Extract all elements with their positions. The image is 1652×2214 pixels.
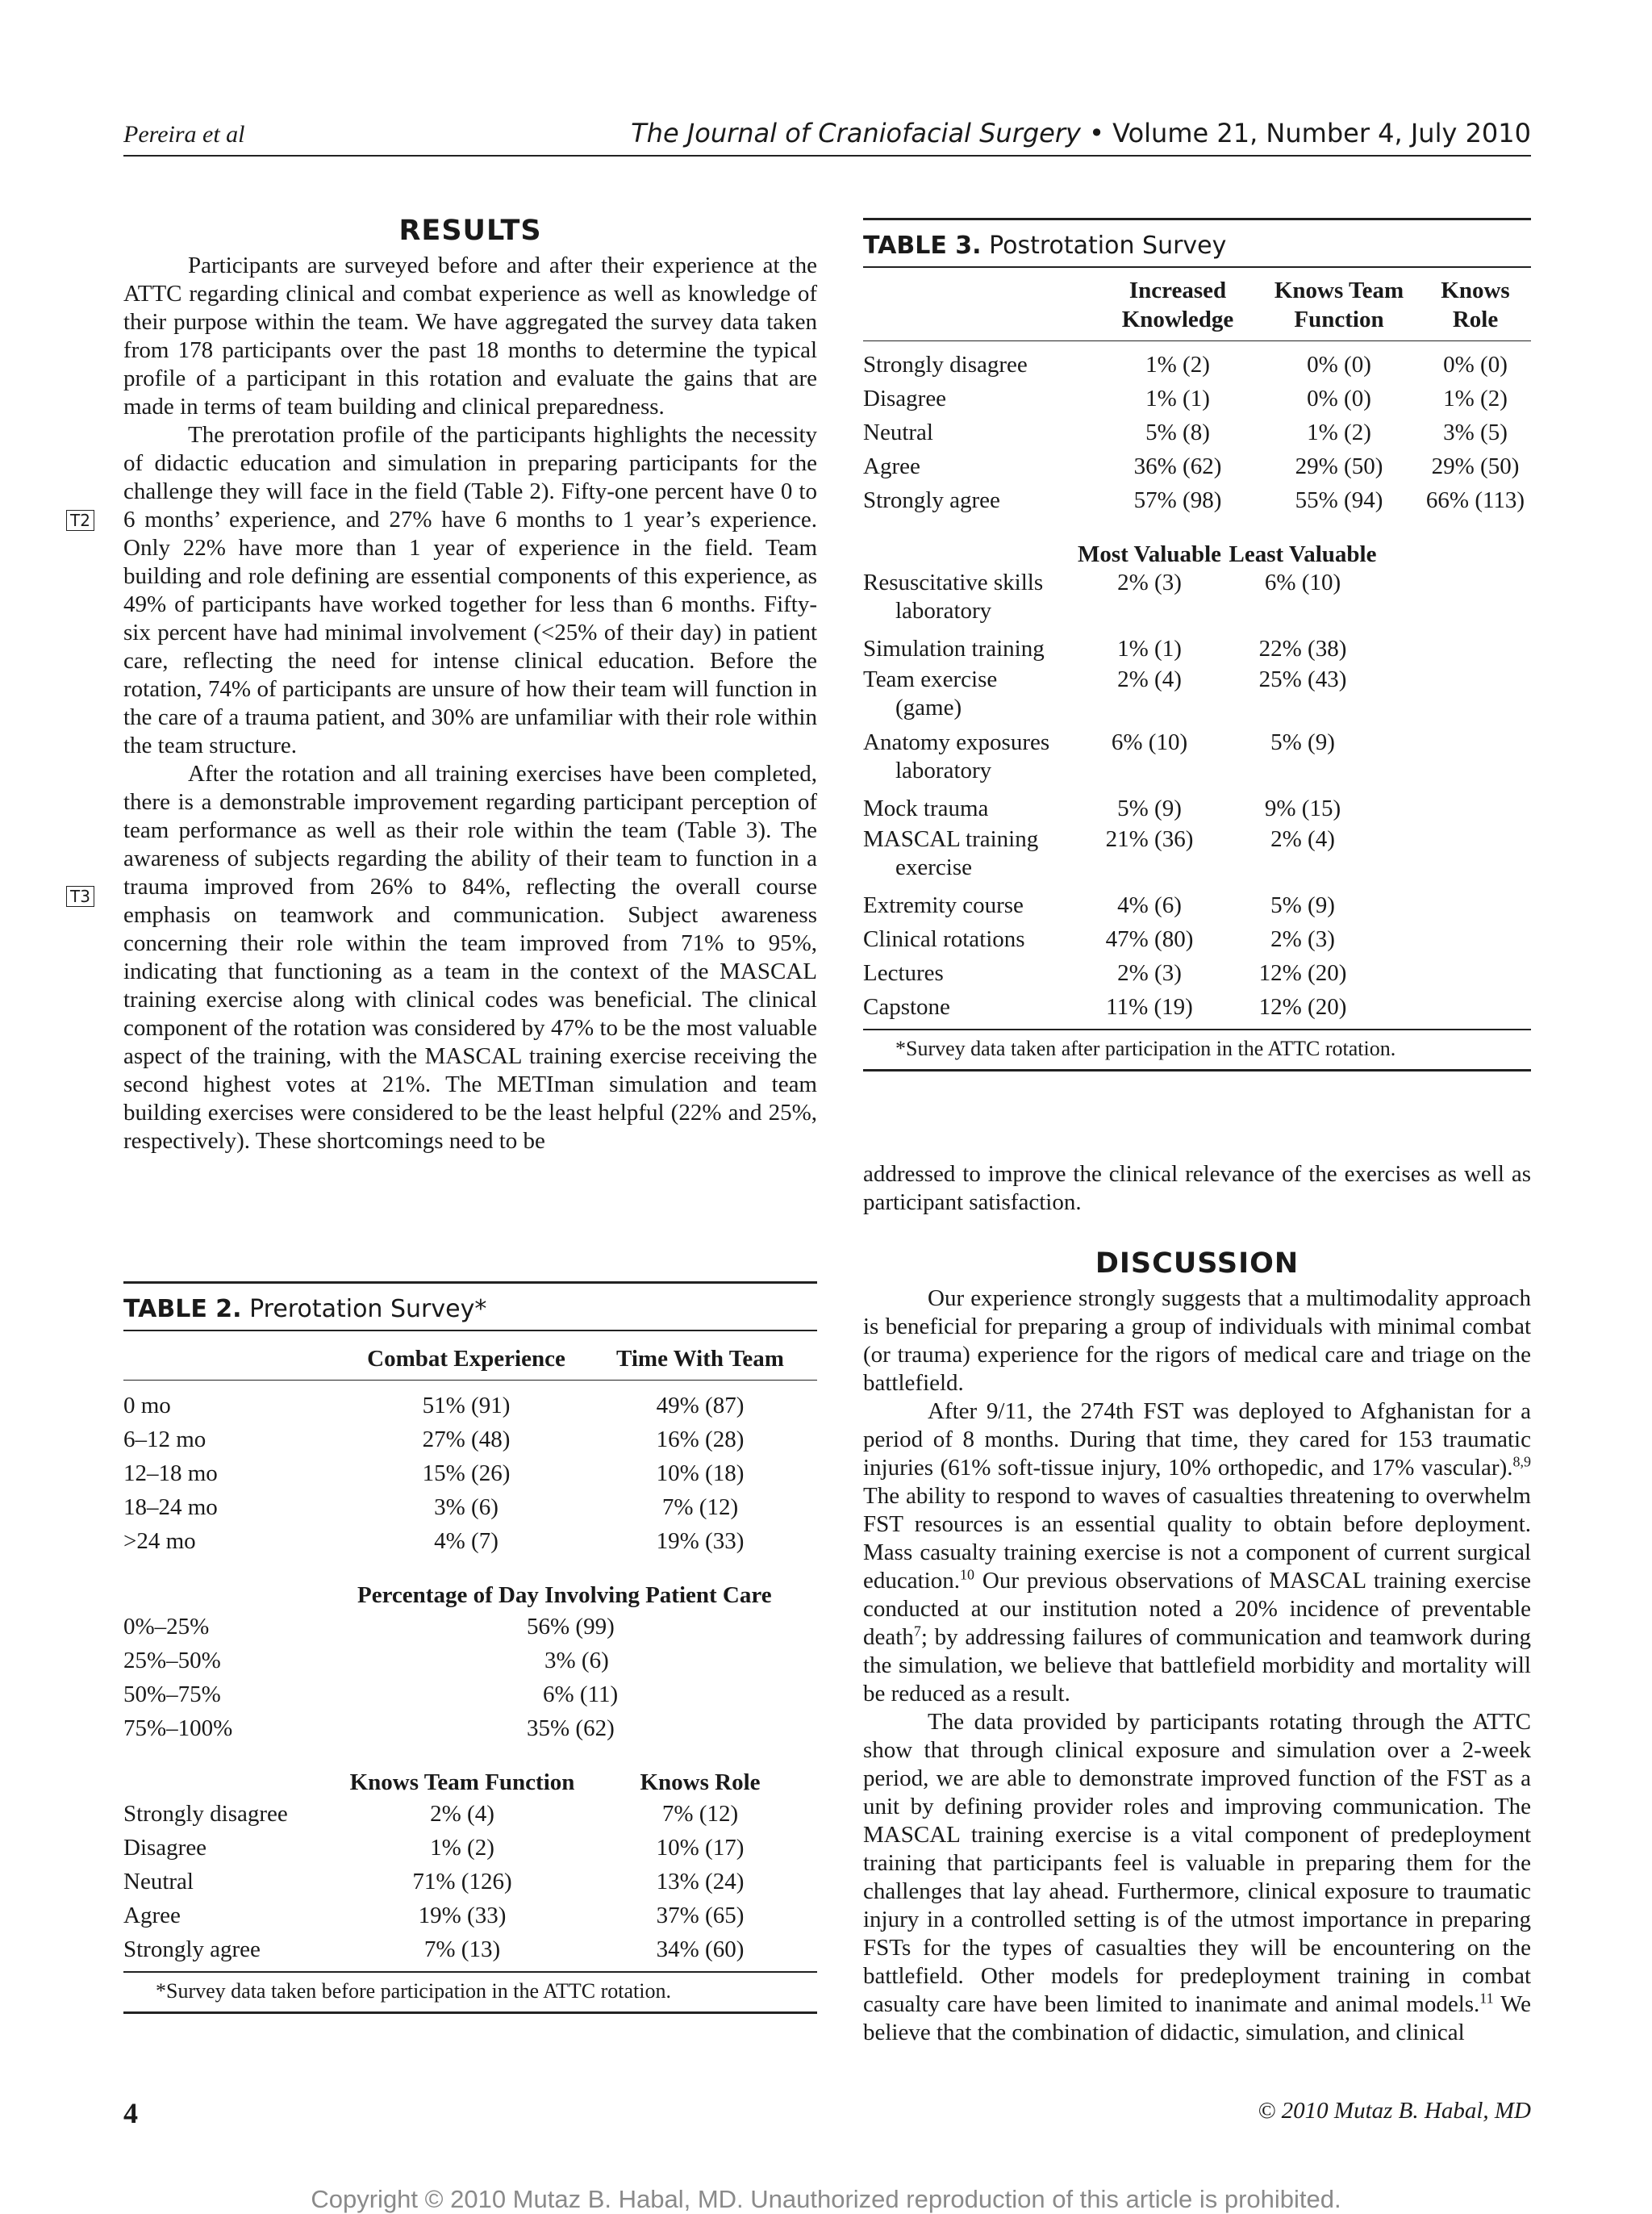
cell: 5% (9) <box>1270 729 1335 755</box>
row-label-line: MASCAL training <box>863 826 1039 852</box>
table-row <box>863 348 1531 382</box>
table-row <box>863 792 1531 825</box>
table-2-top-rule <box>123 1281 817 1284</box>
row-label: Strongly disagree <box>863 352 1028 378</box>
column-header: Most Valuable <box>1077 541 1222 567</box>
row-label: >24 mo <box>123 1528 196 1554</box>
results-body <box>123 252 817 1155</box>
row-label: Strongly disagree <box>123 1801 288 1827</box>
column-header: Knows Role <box>640 1769 761 1795</box>
cell: 25% (43) <box>1258 666 1347 692</box>
cell: 56% (99) <box>527 1614 615 1640</box>
column-header: Knows Role <box>1441 277 1510 332</box>
text-run: Our previous observations of MASCAL training exercise conducted at our institution noted a 20% incidence of preventable death <box>863 1568 1531 1650</box>
results-continuation <box>863 1160 1531 1217</box>
table-row <box>863 888 1531 922</box>
table-row <box>123 1610 817 1644</box>
cell: 1% (2) <box>1307 420 1371 445</box>
cell: 29% (50) <box>1295 453 1383 479</box>
cell: 2% (4) <box>1117 666 1182 692</box>
row-label: 12–18 mo <box>123 1460 218 1486</box>
page-number: 4 <box>123 2097 138 2129</box>
row-label: Mock trauma <box>863 796 989 821</box>
results-paragraph-2: The prerotation profile of the participants highlights the necessity of didactic education and simulation in preparing participants for the challenge they will face in the field (Table 2). Fifty-one percent have 0 to 6 months’ experience, and 27% have 6 months to 1 year’s experience. Only 22% have more than 1 year of experience in the field. Team building and role defining are essential components of this experience, as 49% of participants have worked together for less than 6 months. Fifty-six percent have had minimal involvement (<25% of their day) in patient care, reflecting the need for intense clinical education. Before the rotation, 74% of participants are unsure of how their team will function in the care of a trauma patient, and 30% are unfamiliar with their role within the team structure. <box>123 422 817 758</box>
text-run: ; by addressing failures of communication and teamwork during the simulation, we believe that battlefield morbidity and mortality will be reduced as a result. <box>863 1624 1531 1706</box>
row-label: Extremity course <box>863 892 1024 918</box>
cell: 12% (20) <box>1258 994 1347 1020</box>
row-label: Disagree <box>123 1835 207 1861</box>
row-label: 0%–25% <box>123 1614 210 1640</box>
table-row <box>863 569 1531 632</box>
table-row <box>123 1490 817 1524</box>
table-row <box>863 990 1531 1024</box>
table-row <box>123 1524 817 1558</box>
table-row <box>123 1711 817 1745</box>
table-3-body-1 <box>863 348 1531 517</box>
table-2-footnote: *Survey data taken before participation in the ATTC rotation. <box>156 1978 671 2003</box>
cell: 0% (0) <box>1307 386 1371 411</box>
cell: 19% (33) <box>418 1903 507 1928</box>
cell: 21% (36) <box>1105 826 1194 852</box>
cell: 1% (2) <box>430 1835 494 1861</box>
column-header: Percentage of Day Involving Patient Care <box>357 1582 772 1608</box>
text-run: The data provided by participants rotating through the ATTC show that through clinical exposure and simulation over a 2-week period, we are able to demonstrate improved function of the FST as a unit by defining provider roles and improving communication. The MASCAL training exercise is a vital component of predeployment training that participants feel is valuable in preparing them for the challenges that lay ahead. Furthermore, clinical exposure to traumatic injury in a controlled setting is of the utmost importance in preparing FSTs for the types of casualties they will be encountering on the battlefield. Other models for predeployment training in combat casualty care have been limited to inanimate and animal models. <box>863 1709 1531 2017</box>
cell: 16% (28) <box>656 1427 745 1452</box>
table-3 <box>863 218 1531 1071</box>
table-row <box>123 1422 817 1456</box>
table-3-header-rule <box>863 340 1531 342</box>
row-label: Agree <box>863 453 920 479</box>
journal-citation <box>631 118 1531 148</box>
citation: 11 <box>1479 1990 1494 2007</box>
row-label: Capstone <box>863 994 950 1020</box>
table-3-caption <box>863 232 1531 260</box>
cell: 47% (80) <box>1105 926 1194 952</box>
table-2-caption-rule <box>123 1330 817 1331</box>
discussion-paragraph-1: Our experience strongly suggests that a multimodality approach is beneficial for preparing a group of individuals with minimal combat (or trauma) experience for the rigors of medical care and triage on the battlefield. <box>863 1285 1531 1396</box>
table-2-header-rule <box>123 1380 817 1381</box>
cell: 3% (6) <box>434 1494 499 1520</box>
table-3-title: Postrotation Survey <box>989 232 1227 260</box>
row-label: 18–24 mo <box>123 1494 218 1520</box>
row-label-line: laboratory <box>895 598 992 624</box>
column-header: Knows Team Function <box>1274 277 1404 332</box>
citation: 10 <box>959 1566 974 1583</box>
table-row <box>123 1797 817 1831</box>
table-2-body-rule <box>123 1971 817 1973</box>
cell: 10% (18) <box>656 1460 745 1486</box>
cell: 27% (48) <box>422 1427 511 1452</box>
discussion-paragraph-2 <box>863 1397 1531 1708</box>
table-3-top-rule <box>863 218 1531 220</box>
cell: 7% (13) <box>423 1936 501 1962</box>
column-header: Knows Team Function <box>349 1769 575 1795</box>
table-3-body-2 <box>863 540 1531 1024</box>
table-2-body-2 <box>123 1581 817 1745</box>
table-row <box>863 276 1531 334</box>
cell: 6% (11) <box>543 1681 619 1707</box>
row-label: Neutral <box>123 1869 194 1894</box>
row-label <box>863 666 1073 729</box>
header-rule <box>123 155 1531 157</box>
cell: 5% (8) <box>1145 420 1210 445</box>
cell: 1% (2) <box>1145 352 1210 378</box>
cell: 11% (19) <box>1106 994 1193 1020</box>
table-2-caption <box>123 1295 817 1323</box>
table-row <box>863 382 1531 416</box>
citation: 7 <box>913 1623 921 1640</box>
row-label: Strongly agree <box>863 487 1000 513</box>
cell: 4% (6) <box>1117 892 1182 918</box>
cell: 7% (12) <box>661 1494 739 1520</box>
cell: 36% (62) <box>1133 453 1222 479</box>
table-row <box>863 666 1531 729</box>
table-row <box>863 449 1531 483</box>
cell: 1% (2) <box>1443 386 1508 411</box>
table-3-footnote: *Survey data taken after participation in the ATTC rotation. <box>895 1036 1396 1060</box>
table-3-label: TABLE 3. <box>863 232 982 260</box>
table-row <box>863 540 1531 569</box>
text-run: The ability to respond to waves of casualties threatening to overwhelm FST resources is an essential quality to obtain before deployment. Mass casualty training exercise is not a component of current surgical education. <box>863 1483 1531 1594</box>
cell: 71% (126) <box>412 1869 512 1894</box>
table-3-header <box>863 276 1531 334</box>
cell: 0% (0) <box>1307 352 1371 378</box>
cell: 34% (60) <box>656 1936 745 1962</box>
cell: 5% (9) <box>1270 892 1335 918</box>
row-label: Strongly agree <box>123 1936 261 1962</box>
table-row <box>123 1932 817 1966</box>
cell: 2% (3) <box>1270 926 1335 952</box>
text-run: After 9/11, the 274th FST was deployed to Afghanistan for a period of 8 months. During that time, they cared for 153 traumatic injuries (61% soft-tissue injury, 10% orthopedic, and 17% vascular). <box>863 1398 1531 1481</box>
row-label: 25%–50% <box>123 1648 221 1673</box>
copyright-notice: © 2010 Mutaz B. Habal, MD <box>1258 2098 1531 2124</box>
row-label: 6–12 mo <box>123 1427 206 1452</box>
table-2-body-1 <box>123 1389 817 1558</box>
table-3-bottom-rule <box>863 1069 1531 1071</box>
row-label: Disagree <box>863 386 947 411</box>
journal-issue: Volume 21, Number 4, July 2010 <box>1112 118 1531 148</box>
cell: 12% (20) <box>1258 960 1347 986</box>
cell: 5% (9) <box>1117 796 1182 821</box>
row-label: 50%–75% <box>123 1681 221 1707</box>
cell: 51% (91) <box>422 1393 511 1418</box>
table-row <box>123 1865 817 1899</box>
cell: 13% (24) <box>656 1869 745 1894</box>
row-label: Simulation training <box>863 636 1045 662</box>
table-2-label: TABLE 2. <box>123 1295 242 1323</box>
cell: 6% (10) <box>1264 570 1341 595</box>
cell: 15% (26) <box>422 1460 511 1486</box>
row-label: 0 mo <box>123 1393 171 1418</box>
cell: 66% (113) <box>1425 487 1525 513</box>
table-3-caption-rule <box>863 266 1531 268</box>
row-label-line: Resuscitative skills <box>863 570 1044 595</box>
results-paragraph-1: Participants are surveyed before and after their experience at the ATTC regarding clinical and combat experience as well as knowledge of their purpose within the team. We have aggregated the survey data taken from 178 participants over the past 18 months to determine the typical profile of a participant in this rotation and evaluate the gains that are made in terms of team building and clinical preparedness. <box>123 253 817 420</box>
cell: 55% (94) <box>1295 487 1383 513</box>
table-2 <box>123 1281 817 2014</box>
discussion-paragraph-3 <box>863 1708 1531 2047</box>
column-header: Increased Knowledge <box>1121 277 1234 332</box>
cell: 35% (62) <box>527 1715 615 1741</box>
cell: 2% (3) <box>1117 570 1182 595</box>
cell: 37% (65) <box>656 1903 745 1928</box>
cell: 29% (50) <box>1431 453 1520 479</box>
column-header: Least Valuable <box>1229 541 1377 567</box>
cell: 2% (4) <box>430 1801 494 1827</box>
results-heading: RESULTS <box>398 215 542 247</box>
row-label: Lectures <box>863 960 944 986</box>
row-label-line: laboratory <box>895 758 992 783</box>
table-row <box>123 1831 817 1865</box>
row-label: Agree <box>123 1903 181 1928</box>
copyright-watermark: Copyright © 2010 Mutaz B. Habal, MD. Unauthorized reproduction of this article is prohibited. <box>311 2185 1341 2213</box>
cell: 1% (1) <box>1117 636 1182 662</box>
table-2-marker: T2 <box>66 510 94 531</box>
cell: 3% (6) <box>544 1648 609 1673</box>
table-2-body-3 <box>123 1768 817 1966</box>
column-header: Combat Experience <box>367 1345 565 1372</box>
table-row <box>123 1456 817 1490</box>
table-2-title: Prerotation Survey* <box>249 1295 487 1323</box>
cell: 2% (4) <box>1270 826 1335 852</box>
cell: 9% (15) <box>1264 796 1341 821</box>
table-row <box>123 1899 817 1932</box>
column-header: Time With Team <box>616 1345 784 1372</box>
table-row <box>123 1768 817 1797</box>
table-2-bottom-rule <box>123 2011 817 2014</box>
discussion-body <box>863 1285 1531 2047</box>
table-row <box>863 632 1531 666</box>
journal-title: The Journal of Craniofacial Surgery <box>631 118 1081 148</box>
results-paragraph-3: After the rotation and all training exercises have been completed, there is a demonstrable improvement regarding participant perception of team performance as well as their role within the team (Table 3). The awareness of subjects regarding the ability of their team to function in a trauma improved from 26% to 84%, reflecting the overall course emphasis on teamwork and communication. Subject awareness concerning their role within the team improved from 71% to 95%, indicating that functioning as a team in the context of the MASCAL training exercise along with clinical codes was beneficial. The clinical component of the rotation was considered by 47% to be the most valuable aspect of the training, with the MASCAL training exercise receiving the second highest votes at 21%. The METIman simulation and team building exercises were considered to be the least helpful (22% and 25%, respectively). These shortcomings need to be <box>123 761 817 1154</box>
cell: 22% (38) <box>1258 636 1347 662</box>
cell: 49% (87) <box>656 1393 745 1418</box>
cell: 7% (12) <box>661 1801 739 1827</box>
table-row <box>863 922 1531 956</box>
table-3-body-rule <box>863 1029 1531 1030</box>
results-paragraph-3-continued: addressed to improve the clinical relevance of the exercises as well as participant satisfaction. <box>863 1161 1531 1215</box>
cell: 2% (3) <box>1117 960 1182 986</box>
row-label-line: Anatomy exposures <box>863 729 1050 755</box>
row-label: 75%–100% <box>123 1715 233 1741</box>
table-row <box>863 483 1531 517</box>
table-row <box>863 956 1531 990</box>
row-label: Clinical rotations <box>863 926 1025 952</box>
discussion-heading: DISCUSSION <box>1095 1247 1299 1280</box>
table-row <box>123 1389 817 1422</box>
cell: 4% (7) <box>434 1528 499 1554</box>
cell: 1% (1) <box>1145 386 1210 411</box>
cell: 0% (0) <box>1443 352 1508 378</box>
row-label <box>863 825 1073 888</box>
citation: 8,9 <box>1512 1453 1531 1470</box>
cell: 6% (10) <box>1111 729 1188 755</box>
table-2-section-1 <box>123 1344 817 1373</box>
running-author: Pereira et al <box>123 121 245 148</box>
cell: 10% (17) <box>656 1835 745 1861</box>
cell: 19% (33) <box>656 1528 745 1554</box>
table-row <box>123 1677 817 1711</box>
row-label-line: Team exercise <box>863 666 998 692</box>
row-label <box>863 569 1073 632</box>
table-row <box>863 825 1531 888</box>
cell: 57% (98) <box>1133 487 1222 513</box>
row-label-line: (game) <box>895 695 962 721</box>
row-label-line: exercise <box>895 854 972 880</box>
table-row <box>863 729 1531 792</box>
table-3-marker: T3 <box>66 886 94 907</box>
table-row <box>863 416 1531 449</box>
table-row <box>123 1644 817 1677</box>
row-label <box>863 729 1073 792</box>
text-run: We believe that the combination of didactic, simulation, and clinical <box>863 1991 1531 2045</box>
table-row <box>123 1344 817 1373</box>
bullet: • <box>1089 118 1104 148</box>
table-row <box>123 1581 817 1610</box>
cell: 3% (5) <box>1443 420 1508 445</box>
row-label: Neutral <box>863 420 933 445</box>
